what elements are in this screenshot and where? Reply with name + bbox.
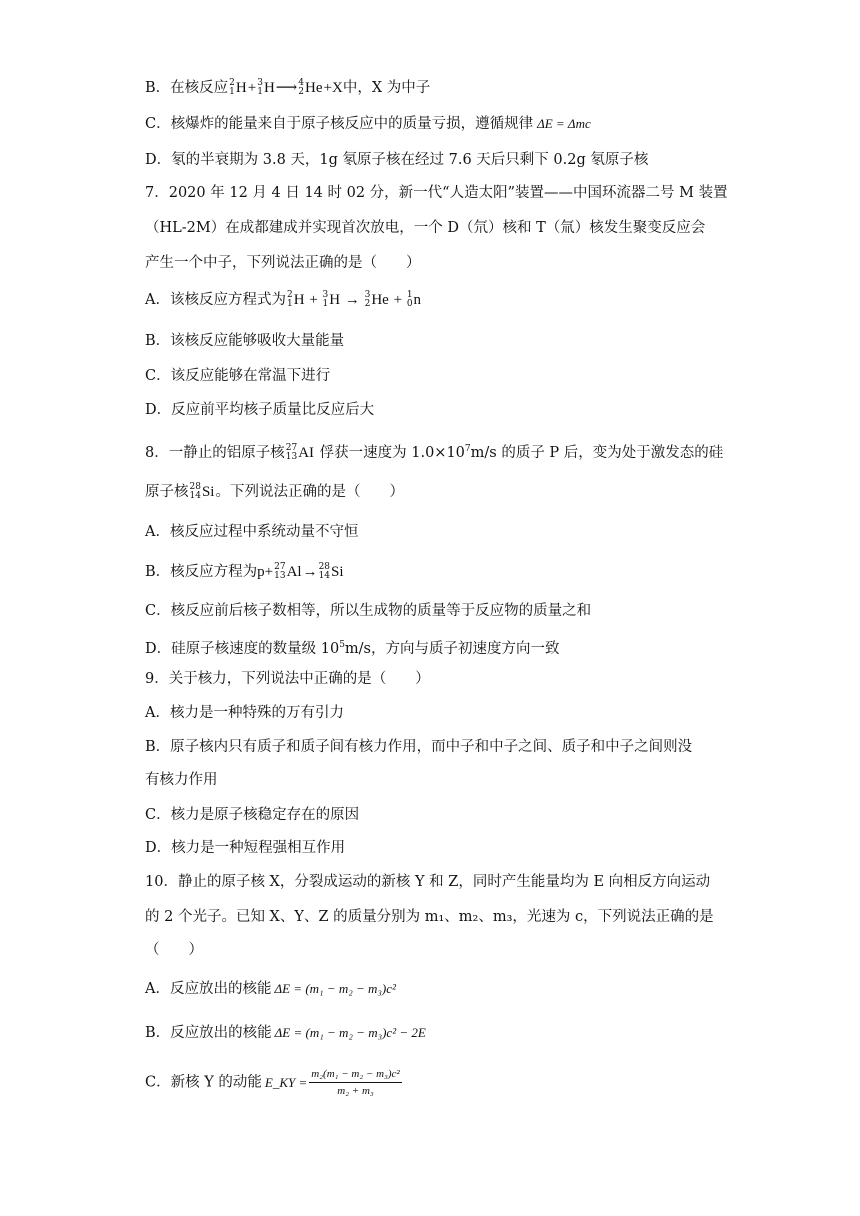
q8-option-b: B．核反应方程为p+ 27 13 Al→ 28 14 Si [145,562,344,581]
q10-b-prefix: B．反应放出的核能 [145,1025,272,1041]
nuclide-si28: 28 14 Si [318,562,344,581]
q6-b-suffix: 中，X 为中子 [342,80,431,96]
q10-stem-line-3: （ ） [145,942,203,958]
mass-energy-formula: ΔE = Δmc [537,116,591,131]
q9-option-c: C．核力是原子核稳定存在的原因 [145,807,360,823]
q10-stem-line-1: 10．静止的原子核 X，分裂成运动的新核 Y 和 Z，同时产生能量均为 E 向相反方向运动 [145,874,711,890]
q8-option-a: A．核反应过程中系统动量不守恒 [145,524,359,540]
nuclide-h2: 2 1 H [286,290,305,309]
q8-b-prefix: B．核反应方程为 [145,564,258,580]
q8-stem-1b: 俘获一速度为 1.0×10 [319,445,465,461]
reaction-arrow: ⟶ [275,80,298,96]
nuclide-al27: 27 13 Al [274,562,302,581]
q10-a-prefix: A．反应放出的核能 [145,981,272,997]
q10-c-prefix: C．新核 Y 的动能 [145,1074,262,1091]
q8-stem-1a: 8．一静止的铝原子核 [145,445,285,461]
q10-b-formula: ΔE = (m₁ − m₂ − m₃)c² − 2E [274,1025,426,1040]
nuclide-he3: 3 2 He [364,290,389,309]
fraction-numerator: m₂(m₁ − m₂ − m₃)c² [309,1067,401,1083]
nuclide-h2: 2 1 H [229,78,247,97]
nuclide-h3: 3 1 H [257,78,275,97]
q7-a-prefix: A．该核反应方程式为 [145,292,286,308]
q10-option-a [145,979,396,999]
q10-option-c [145,1067,402,1098]
q8-d-a: D．硅原子核速度的数量级 10 [145,641,340,657]
kinetic-energy-fraction [309,1067,401,1098]
q7-stem-line-1: 7．2020 年 12 月 4 日 14 时 02 分，新一代“人造太阳”装置——中国环流器二号 M 装置 [145,185,728,201]
nuclide-al27: 27 13 AI [285,443,315,462]
q9-option-a: A．核力是一种特殊的万有引力 [145,705,344,721]
nuclide-he4: 4 2 He [298,78,323,97]
q7-option-a: A．该核反应方程式为 2 1 H + 3 1 H → 3 2 He + 1 0 n [145,290,422,309]
q10-c-lhs: E_KY = [264,1074,308,1090]
q6-c-prefix: C．核爆炸的能量来自于原子核反应中的质量亏损，遵循规律 [145,116,534,132]
q8-stem-2b: 。下列说法正确的是（ ） [215,484,404,500]
nuclide-h3: 3 1 H [322,290,341,309]
q8-option-d: D．硅原子核速度的数量级 $10^5m/s$，方向与质子初速度方向一致 [145,640,560,657]
q9-option-b-line-2: 有核力作用 [145,772,218,788]
q7-option-c: C．该反应能够在常温下进行 [145,368,331,384]
q6-b-prefix: B．在核反应 [145,80,229,96]
nuclide-neutron: 1 0 n [406,290,422,309]
q7-option-d: D．反应前平均核子质量比反应后大 [145,402,375,418]
q6-option-d: D．氡的半衰期为 3.8 天，1g 氡原子核在经过 7.6 天后只剩下 0.2g 氡原子核 [145,152,649,168]
q9-option-d: D．核力是一种短程强相互作用 [145,840,346,856]
q8-d-b: m/s，方向与质子初速度方向一致 [344,641,560,657]
q8-stem-line-2 [145,482,404,502]
q10-option-b [145,1023,426,1043]
q8-stem-2a: 原子核 [145,484,189,500]
q9-stem: 9．关于核力，下列说法中正确的是（ ） [145,671,430,687]
q10-stem-line-2: 的 2 个光子。已知 X、Y、Z 的质量分别为 m₁、m₂、m₃，光速为 c，下列说法正确的是 [145,909,714,925]
q10-a-formula: ΔE = (m₁ − m₂ − m₃)c² [274,981,396,996]
fraction-denominator: m₂ + m₃ [337,1085,374,1097]
q8-stem-line-1: 8．一静止的铝原子核 27 13 AI 俘获一速度为 $1.0\times 10^7m/s$ 的质子 P 后，变为处于激发态的硅 [145,443,724,462]
q6-option-b: B．在核反应 2 1 H+ 3 1 H⟶ 4 2 He+X中，X 为中子 [145,78,431,97]
q7-stem-line-2: （HL-2M）在成都建成并实现首次放电，一个 D（氘）核和 T（氚）核发生聚变反应会 [145,220,706,236]
q6-option-c [145,114,591,134]
q8-stem-1c: m/s 的质子 P 后，变为处于激发态的硅 [470,445,724,461]
q9-option-b-line-1: B．原子核内只有质子和质子间有核力作用，而中子和中子之间、质子和中子之间则没 [145,739,693,755]
q7-option-b: B．该核反应能够吸收大量能量 [145,333,345,349]
q8-option-c: C．核反应前后核子数相等，所以生成物的质量等于反应物的质量之和 [145,603,592,619]
q7-stem-line-3: 产生一个中子，下列说法正确的是（ ） [145,255,421,271]
nuclide-si28: 28 14 Si [189,482,215,501]
